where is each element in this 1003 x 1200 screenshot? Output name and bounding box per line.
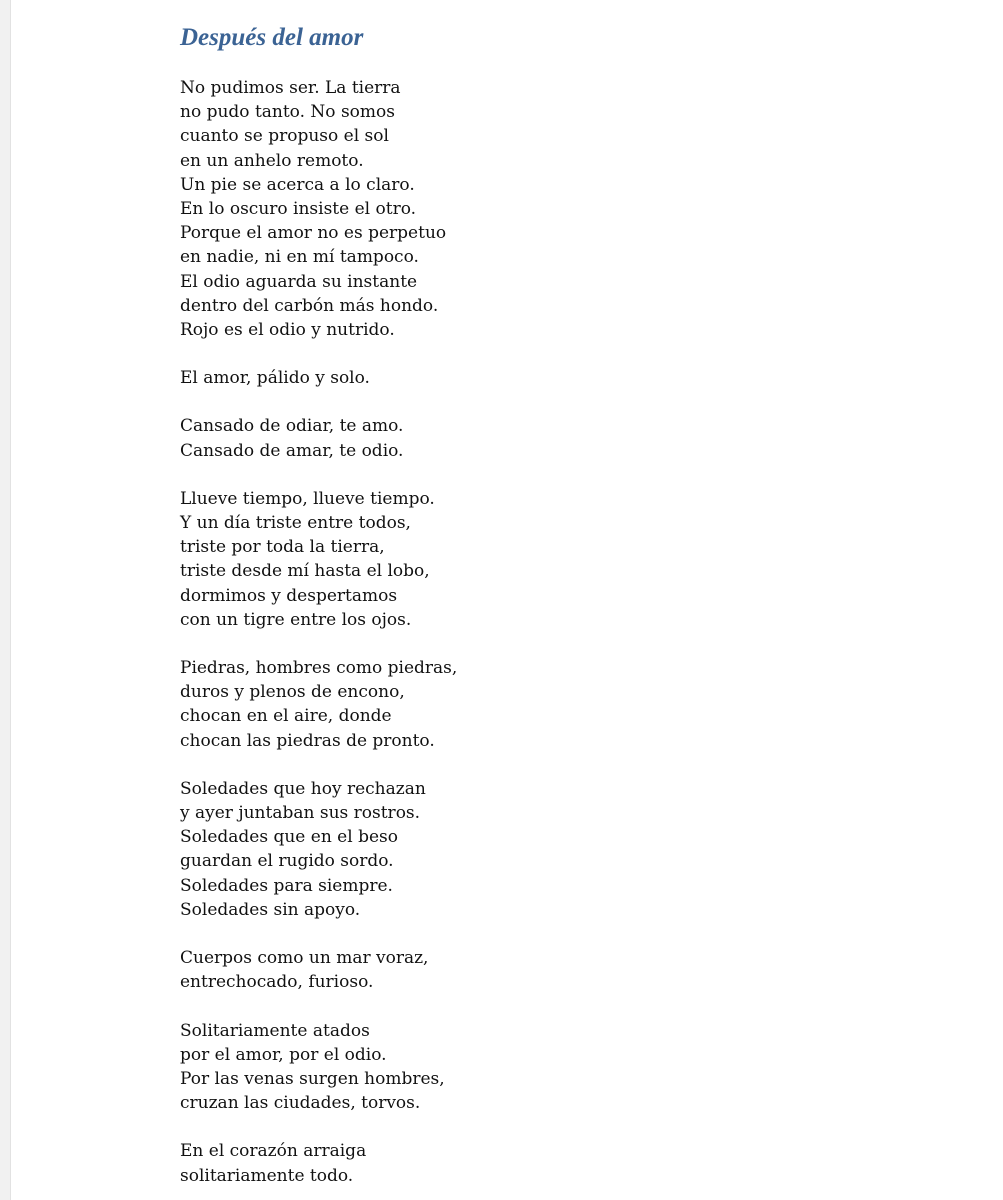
poem-line: triste por toda la tierra,	[180, 537, 385, 558]
stanza	[180, 487, 457, 632]
poem-line: Por las venas surgen hombres,	[180, 1068, 445, 1089]
poem-line: en nadie, ni en mí tampoco.	[180, 247, 419, 268]
poem-line: Un pie se acerca a lo claro.	[180, 174, 415, 195]
poem-line: Soledades sin apoyo.	[180, 899, 361, 920]
stanza	[180, 1139, 457, 1187]
poem-line: cuanto se propuso el sol	[180, 126, 389, 147]
poem-line: Piedras, hombres como piedras,	[180, 658, 458, 679]
poem-line: Solitariamente atados	[180, 1020, 370, 1041]
poem-line: dormimos y despertamos	[180, 585, 398, 606]
poem-body	[180, 76, 457, 1200]
poem-line: guardan el rugido sordo.	[180, 851, 394, 872]
page-left-edge	[0, 0, 11, 1200]
poem-line: triste desde mí hasta el lobo,	[180, 561, 430, 582]
poem-line: Cansado de odiar, te amo.	[180, 416, 404, 437]
poem-line: Soledades que hoy rechazan	[180, 778, 426, 799]
stanza	[180, 1019, 457, 1116]
stanza	[180, 414, 457, 462]
poem-line: Soledades que en el beso	[180, 827, 398, 848]
poem-line: Llueve tiempo, llueve tiempo.	[180, 488, 435, 509]
poem-line: Y un día triste entre todos,	[180, 513, 411, 534]
stanza	[180, 777, 457, 922]
poem-line: chocan las piedras de pronto.	[180, 730, 435, 751]
poem-line: No pudimos ser. La tierra	[180, 78, 401, 98]
poem-line: con un tigre entre los ojos.	[180, 609, 412, 630]
poem-line: solitariamente todo.	[180, 1165, 354, 1186]
poem-line: Cuerpos como un mar voraz,	[180, 948, 429, 969]
poem-line: En el corazón arraiga	[180, 1141, 367, 1162]
poem-line: Porque el amor no es perpetuo	[180, 223, 447, 244]
poem-line: en un anhelo remoto.	[180, 150, 364, 171]
poem-line: no pudo tanto. No somos	[180, 102, 395, 123]
poem-line: En lo oscuro insiste el otro.	[180, 199, 417, 220]
poem-line: El amor, pálido y solo.	[180, 368, 370, 389]
poem-line: Soledades para siempre.	[180, 875, 393, 896]
poem-title: Después del amor	[180, 24, 364, 51]
poem-line: duros y plenos de encono,	[180, 682, 405, 703]
poem-line: chocan en el aire, donde	[180, 706, 392, 727]
poem-line: cruzan las ciudades, torvos.	[180, 1093, 421, 1114]
stanza	[180, 946, 457, 994]
poem-line: El odio aguarda su instante	[180, 271, 418, 292]
poem-line: y ayer juntaban sus rostros.	[180, 803, 421, 824]
stanza	[180, 366, 457, 390]
stanza	[180, 76, 457, 342]
poem-line: dentro del carbón más hondo.	[180, 295, 439, 316]
stanza	[180, 656, 457, 753]
poem-line: entrechocado, furioso.	[180, 972, 374, 993]
poem-line: por el amor, por el odio.	[180, 1044, 387, 1065]
poem-line: Cansado de amar, te odio.	[180, 440, 404, 461]
poem-line: Rojo es el odio y nutrido.	[180, 320, 395, 341]
